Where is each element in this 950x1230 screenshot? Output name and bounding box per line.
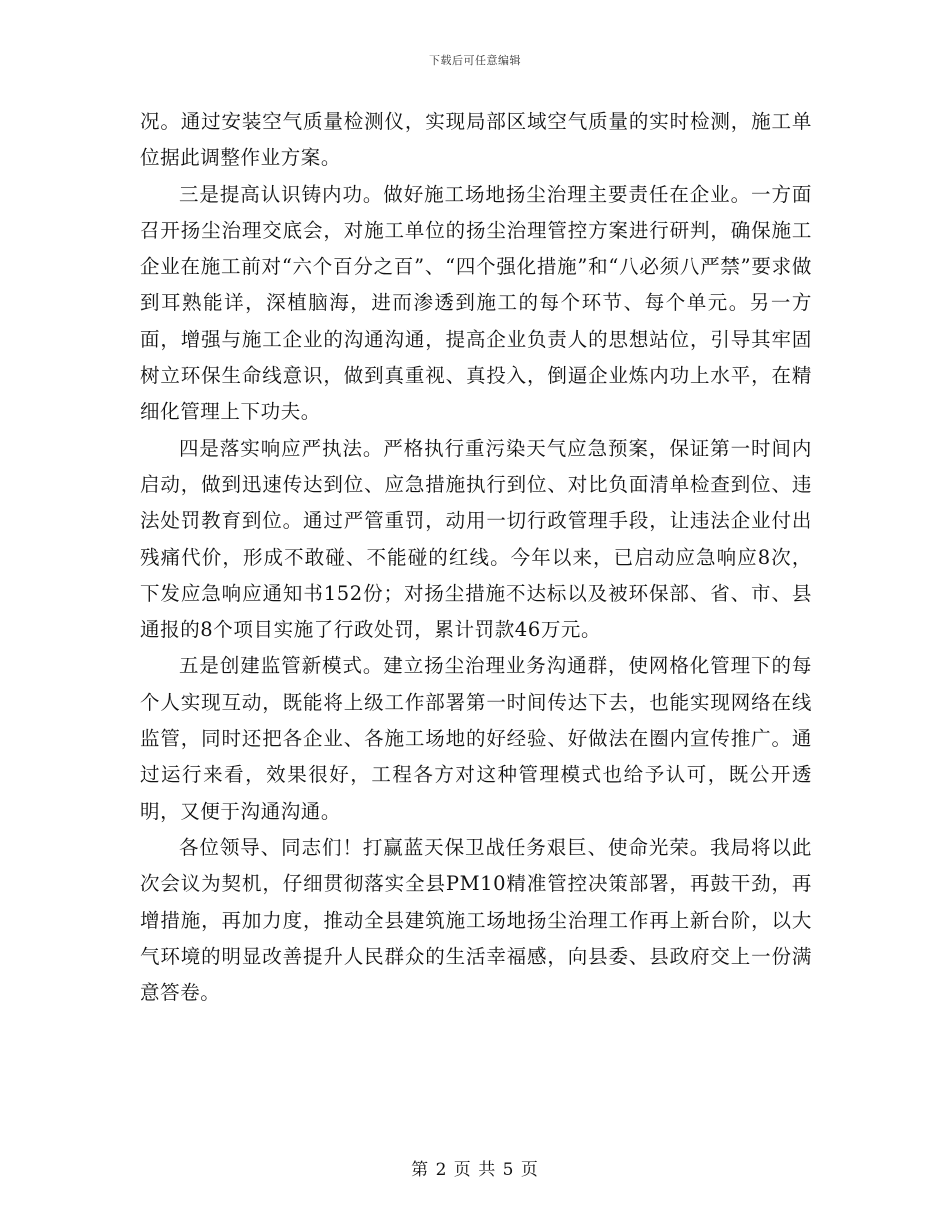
- paragraph-continuation: 况。通过安装空气质量检测仪，实现局部区域空气质量的实时检测，施工单位据此调整作业方案。: [140, 110, 812, 170]
- paragraph-four: 四是落实响应严执法。严格执行重污染天气应急预案，保证第一时间内启动，做到迅速传达到位、应急措施执行到位、对比负面清单检查到位、违法处罚教育到位。通过严管重罚，动用一切行政管理手段，让违法企业付出残痛代价，形成不敢碰、不能碰的红线。今年以来，已启动应急响应8次，下发应急响应通知书152份；对扬尘措施不达标以及被环保部、省、市、县通报的8个项目实施了行政处罚，累计罚款46万元。: [140, 436, 812, 642]
- paragraph-five: 五是创建监管新模式。建立扬尘治理业务沟通群，使网格化管理下的每个人实现互动，既能将上级工作部署第一时间传达下去，也能实现网络在线监管，同时还把各企业、各施工场地的好经验、好做法在圈内宣传推广。通过运行来看，效果很好，工程各方对这种管理模式也给予认可，既公开透明，又便于沟通沟通。: [140, 654, 812, 823]
- paragraph-three: 三是提高认识铸内功。做好施工场地扬尘治理主要责任在企业。一方面召开扬尘治理交底会，对施工单位的扬尘治理管控方案进行研判，确保施工企业在施工前对“六个百分之百”、“四个强化措施”和“八必须八严禁”要求做到耳熟能详，深植脑海，进而渗透到施工的每个环节、每个单元。另一方面，增强与施工企业的沟通沟通，提高企业负责人的思想站位，引导其牢固树立环保生命线意识，做到真重视、真投入，倒逼企业炼内功上水平，在精细化管理上下功夫。: [140, 182, 812, 424]
- page-footer: 第 2 页 共 5 页: [411, 1160, 539, 1180]
- paragraph-closing: 各位领导、同志们！打赢蓝天保卫战任务艰巨、使命光荣。我局将以此次会议为契机，仔细贯彻落实全县PM10精准管控决策部署，再鼓干劲，再增措施，再加力度，推动全县建筑施工场地扬尘治理工作再上新台阶，以大气环境的明显改善提升人民群众的生活幸福感，向县委、县政府交上一份满意答卷。: [140, 835, 812, 1005]
- document-body: [140, 104, 812, 1011]
- page-header: 下载后可任意编辑: [429, 54, 521, 67]
